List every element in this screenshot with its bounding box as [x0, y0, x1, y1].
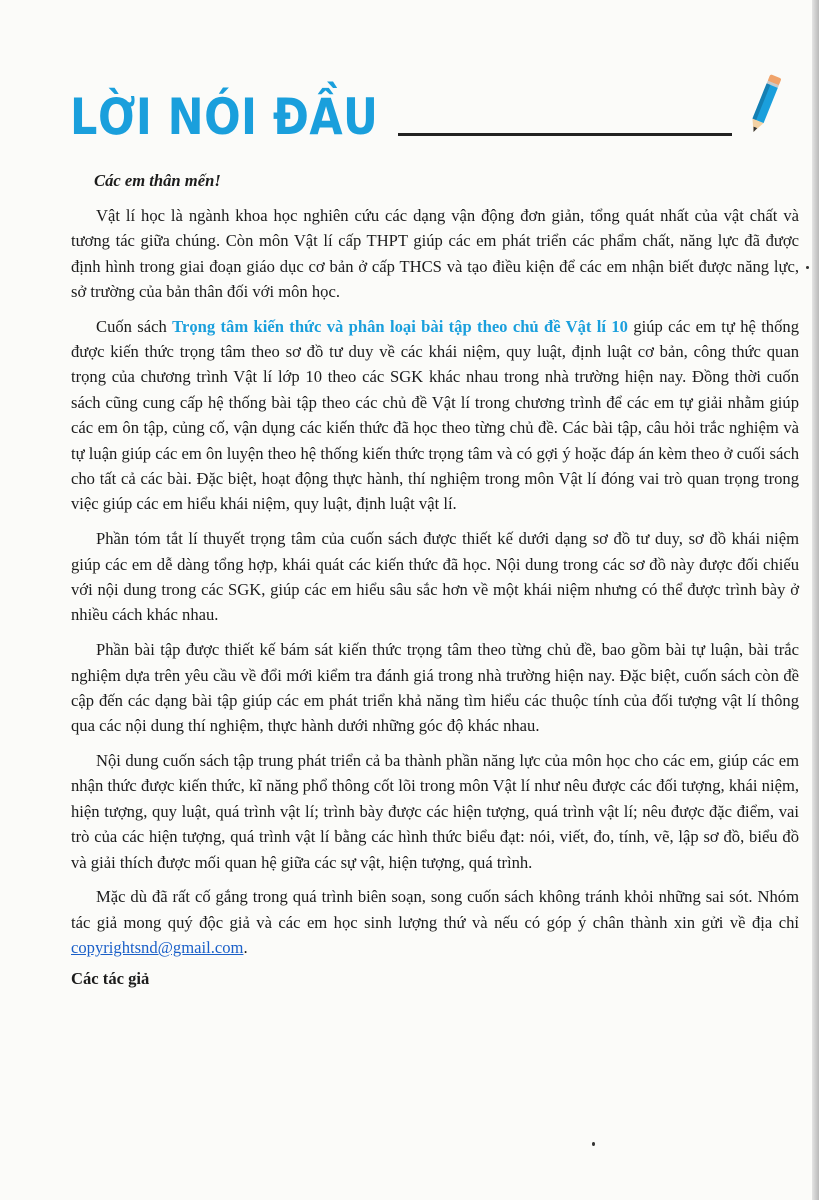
page-title: LỜI NÓI ĐẦU — [70, 88, 379, 146]
speck-mark — [806, 266, 809, 269]
email-link[interactable]: copyrightsnd@gmail.com — [71, 938, 244, 958]
paragraph-5: Nội dung cuốn sách tập trung phát triển cả ba thành phần năng lực của môn học cho các em, giúp các em nhận thức được kiến thức, kĩ năng phổ thông cốt lõi trong môn Vật lí như nêu được các đối tượng, khái niệm, hiện tượng, quy luật, quá trình vật lí; trình bày được các hiện tượng, quá trình vật lí; nêu được đặc điểm, vai trò của các hiện tượng, quá trình vật lí bằng các hình thức biểu đạt: nói, viết, đo, tính, vẽ, lập sơ đồ, biểu đồ và giải thích được mối quan hệ giữa các sự vật, hiện tượng, quá trình. — [71, 751, 799, 872]
paragraph-1: Vật lí học là ngành khoa học nghiên cứu các dạng vận động đơn giản, tổng quát nhất của vật chất và tương tác giữa chúng. Còn môn Vật lí cấp THPT giúp các em phát triển các phẩm chất, năng lực đã được định hình trong giai đoạn giáo dục cơ bản ở cấp THCS và tạo điều kiện để các em nhận biết được năng lực, sở trường của bản thân đối với môn học. — [71, 205, 799, 301]
book-title-highlight: Trọng tâm kiến thức và phân loại bài tập theo chủ đề Vật lí 10 — [172, 316, 628, 336]
pencil-icon — [744, 70, 784, 142]
page-edge-shadow — [812, 0, 819, 1200]
paragraph-3: Phần tóm tắt lí thuyết trọng tâm của cuốn sách được thiết kế dưới dạng sơ đồ tư duy, sơ đồ khái niệm giúp các em dễ dàng tổng hợp, khái quát các kiến thức đã học. Nội dung trong các sơ đồ này được đối chiếu với nội dung trong các SGK, giúp các em hiểu sâu sắc hơn về một khái niệm nhưng có thể được trình bày ở nhiều cách khác nhau. — [71, 529, 799, 625]
speck-mark — [592, 1142, 595, 1146]
preface-body — [71, 168, 799, 1001]
signature: Các tác giả — [71, 968, 150, 988]
greeting: Các em thân mến! — [94, 171, 221, 190]
title-underline — [398, 133, 732, 136]
paragraph-2 — [71, 314, 799, 517]
paragraph-2-intro: Cuốn sách — [96, 316, 173, 336]
paragraph-6-end: . — [243, 938, 248, 958]
paragraph-2-rest: giúp các em tự hệ thống được kiến thức trọng tâm theo sơ đồ tư duy về các khái niệm, quy luật, định luật cơ bản, công thức quan trọng của chương trình Vật lí lớp 10 theo các SGK khác nhau trong nhà trường hiện nay. Đồng thời cuốn sách cũng cung cấp hệ thống bài tập theo các chủ đề Vật lí trong chương trình để các em tự giải nhằm giúp các em ôn tập, củng cố, vận dụng các kiến thức đã học theo từng chủ đề. Các bài tập, câu hỏi trắc nghiệm và tự luận giúp các em ôn luyện theo hệ thống kiến thức trọng tâm và có gợi ý hoặc đáp án kèm theo ở cuối sách cho tất cả các bài. Đặc biệt, hoạt động thực hành, thí nghiệm trong môn Vật lí đóng vai trò quan trọng trong việc giúp các em hiểu khái niệm, quy luật, định luật vật lí. — [71, 316, 799, 514]
paragraph-6 — [71, 884, 799, 960]
paragraph-6-text: Mặc dù đã rất cố gắng trong quá trình biên soạn, song cuốn sách không tránh khỏi những sai sót. Nhóm tác giả mong quý độc giả và các em học sinh lượng thứ và nếu có góp ý chân thành xin gửi về địa chỉ — [71, 887, 799, 932]
paragraph-4: Phần bài tập được thiết kế bám sát kiến thức trọng tâm theo từng chủ đề, bao gồm bài tự luận, bài trắc nghiệm dựa trên yêu cầu về đổi mới kiểm tra đánh giá trong nhà trường hiện nay. Đặc biệt, cuốn sách còn đề cập đến các dạng bài tập giúp các em phát triển khả năng tìm hiểu các thuộc tính của đối tượng vật lí thông qua các nội dung thí nghiệm, thực hành dưới những góc độ khác nhau. — [71, 640, 799, 736]
